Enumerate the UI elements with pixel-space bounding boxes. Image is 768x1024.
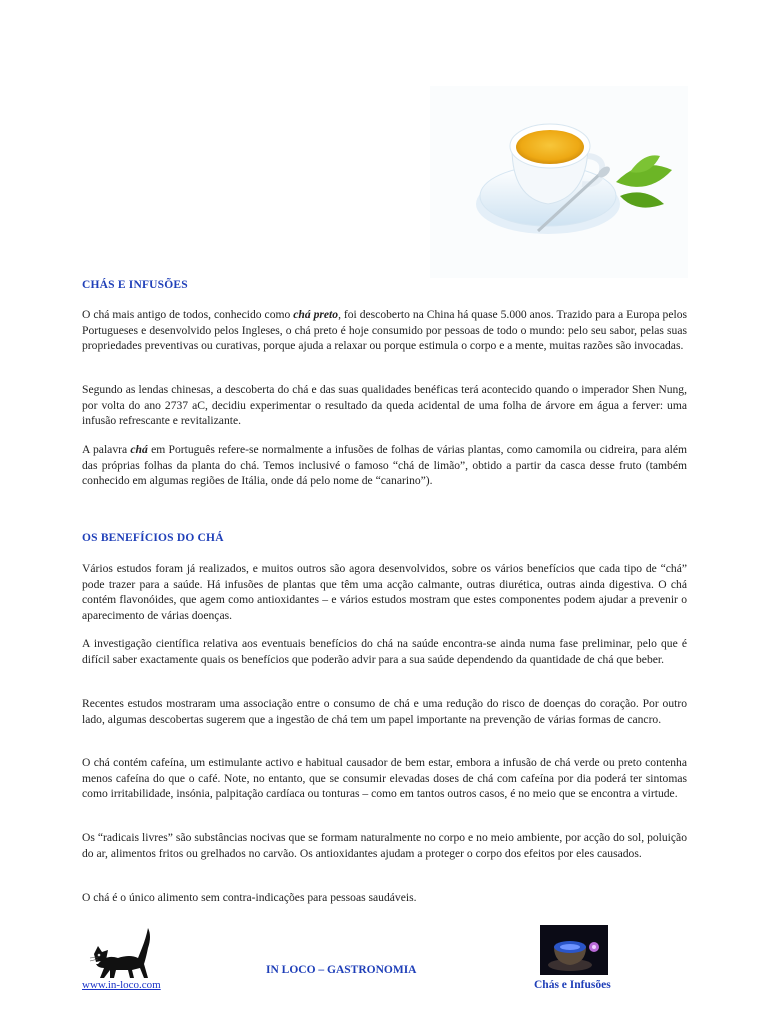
paragraph: O chá mais antigo de todos, conhecido como chá preto, foi descoberto na China há quase 5.000 anos. Trazido para a Europa pelos Portugueses e desenvolvido pelos Ingleses, o chá preto é hoje consumido por pessoas de todo o mundo: pelo seu sabor, pelas suas propriedades preventivas ou curativas, porque ajuda a relaxar ou porque estimula o corpo e a mente, muitas razões são invocadas. bbox=[82, 308, 688, 352]
paragraph: O chá é o único alimento sem contra-indicações para pessoas saudáveis. bbox=[82, 891, 417, 904]
paragraph: Vários estudos foram já realizados, e muitos outros são agora desenvolvidos, sobre os vários benefícios que cada tipo de “chá” pode trazer para a saúde. Há infusões de plantas que têm uma acção calmante, outras diurética, outras ainda digestiva. O chá contém flavonóides, que agem como antioxidantes – e vários estudos mostram que estes componentes podem ajudar a prevenir o aparecimento de várias doenças. bbox=[82, 562, 687, 622]
paragraph: O chá contém cafeína, um estimulante activo e habitual causador de bem estar, embora a infusão de chá verde ou preto contenha menos cafeína do que o café. Note, no entanto, que se consumir elevadas doses de chá com cafeína por dia poderá ter sintomas como irritabilidade, insónia, palpitação cardíaca ou tonturas – como em tantos outros casos, é no meio que se encontra a virtude. bbox=[82, 756, 687, 800]
footer-title: IN LOCO – GASTRONOMIA bbox=[266, 964, 417, 976]
section-heading-chas: CHÁS E INFUSÕES bbox=[82, 279, 188, 291]
paragraph: A palavra chá em Português refere-se normalmente a infusões de folhas de várias plantas, como camomila ou cidreira, para além das próprias folhas da planta do chá. Temos inclusivé o famoso “chá de limão”, obtido a partir da casca desse fruto (também conhecido em algumas regiões de Itália, onde dá pelo nome de “canarino”). bbox=[82, 443, 687, 487]
paragraph: Segundo as lendas chinesas, a descoberta do chá e das suas qualidades benéficas terá acontecido quando o imperador Shen Nung, por volta do ano 2737 aC, decidiu experimentar o resultado da queda acidental de uma folha de árvore em água a ferver: uma infusão refrescante e revitalizante. bbox=[82, 383, 687, 427]
website-link[interactable]: www.in-loco.com bbox=[82, 979, 161, 991]
paragraph: Recentes estudos mostraram uma associação entre o consumo de chá e uma redução do risco de doenças do coração. Por outro lado, algumas descobertas sugerem que a ingestão de chá tem um papel importante na prevenção de várias formas de cancro. bbox=[82, 697, 687, 726]
paragraph: A investigação científica relativa aos eventuais benefícios do chá na saúde encontra-se ainda numa fase preliminar, pelo que é difícil saber exactamente quais os benefícios que poderão advir para a sua saúde dependendo da quantidade de chá que beber. bbox=[82, 637, 687, 666]
footer-subtitle: Chás e Infusões bbox=[534, 979, 611, 991]
section-heading-beneficios: OS BENEFÍCIOS DO CHÁ bbox=[82, 532, 224, 544]
tea-cup-thumbnail bbox=[540, 925, 608, 975]
black-cat-logo bbox=[88, 924, 156, 980]
tea-cup-image bbox=[430, 86, 688, 278]
paragraph: Os “radicais livres” são substâncias nocivas que se formam naturalmente no corpo e no meio ambiente, por acção do sol, poluição do ar, alimentos fritos ou grelhados no carvão. Os antioxidantes ajudam a proteger o corpo dos efeitos por eles causados. bbox=[82, 831, 687, 860]
